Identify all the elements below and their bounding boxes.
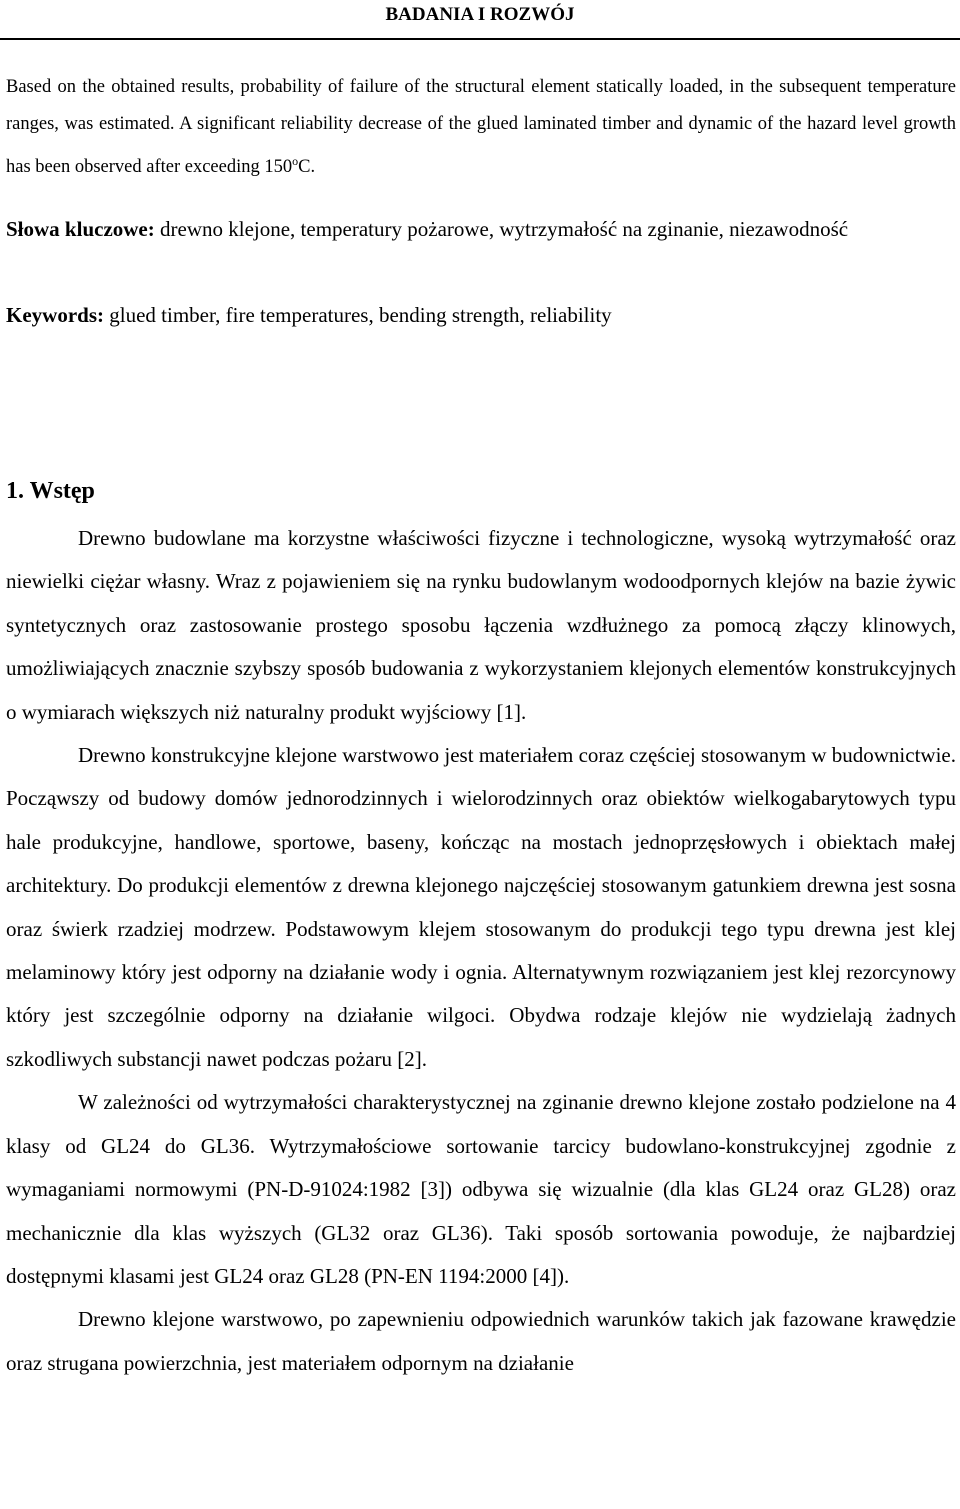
abstract-text-end: C. xyxy=(298,157,316,178)
abstract-text: Based on the obtained results, probability of failure of the structural element statically loaded, in the subsequent temperature ranges, was estimated. A significant reliability decrease of the glued laminated timber and dynamic of the hazard level growth has been observed after exceeding 150 xyxy=(6,77,956,178)
abstract-english xyxy=(6,69,956,186)
keywords-polish-text: drewno klejone, temperatury pożarowe, wytrzymałość na zginanie, niezawodność xyxy=(154,217,849,241)
keywords-polish xyxy=(6,208,956,250)
section-body xyxy=(6,517,956,1385)
keywords-english-text: glued timber, fire temperatures, bending strength, reliability xyxy=(104,303,612,327)
degree-superscript: o xyxy=(292,154,299,168)
keywords-polish-label: Słowa kluczowe: xyxy=(6,217,155,241)
running-header xyxy=(0,0,960,38)
keywords-english-label: Keywords: xyxy=(6,303,104,327)
paragraph: Drewno klejone warstwowo, po zapewnieniu odpowiednich warunków takich jak fazowane krawędzie oraz strugana powierzchnia, jest materiałem odpornym na działanie xyxy=(6,1307,956,1375)
paragraph: W zależności od wytrzymałości charakterystycznej na zginanie drewno klejone zostało podzielone na 4 klasy od GL24 do GL36. Wytrzymałościowe sortowanie tarcicy budowlano-konstrukcyjnej zgodnie z wymaganiami normowymi (PN-D-91024:1982 [3]) odbywa się wizualnie (dla klas GL24 oraz GL28) oraz mechanicznie dla klas wyższych (GL32 oraz GL36). Taki sposób sortowania powoduje, że najbardziej dostępnymi klasami jest GL24 oraz GL28 (PN-EN 1194:2000 [4]). xyxy=(6,1090,956,1288)
running-header-title: BADANIA I ROZWÓJ xyxy=(385,4,575,25)
paragraph: Drewno budowlane ma korzystne właściwości fizyczne i technologiczne, wysoką wytrzymałość oraz niewielki ciężar własny. Wraz z pojawieniem się na rynku budowlanym wodoodpornych klejów na bazie żywic syntetycznych oraz zastosowanie prostego sposobu łączenia wzdłużnego za pomocą złączy klinowych, umożliwiających znacznie szybszy sposób budowania z wykorzystaniem klejonych elementów konstrukcyjnych o wymiarach większych niż naturalny produkt wyjściowy [1]. xyxy=(6,526,956,724)
paragraph: Drewno konstrukcyjne klejone warstwowo jest materiałem coraz częściej stosowanym w budownictwie. Począwszy od budowy domów jednorodzinnych i wielorodzinnych oraz obiektów wielkogabarytowych typu hale produkcyjne, handlowe, sportowe, baseny, kończąc na mostach jednoprzęsłowych i obiektach małej architektury. Do produkcji elementów z drewna klejonego najczęściej stosowanym gatunkiem drewna jest sosna oraz świerk rzadziej modrzew. Podstawowym klejem stosowanym do produkcji tego typu drewna jest klej melaminowy który jest odporny na działanie wody i ognia. Alternatywnym rozwiązaniem jest klej rezorcynowy który jest szczególnie odporny na działanie wilgoci. Obydwa rodzaje klejów nie wydzielają żadnych szkodliwych substancji nawet podczas pożaru [2]. xyxy=(6,743,956,1071)
keywords-english xyxy=(6,294,956,336)
header-divider xyxy=(0,38,960,40)
section-heading: 1. Wstęp xyxy=(6,478,95,504)
